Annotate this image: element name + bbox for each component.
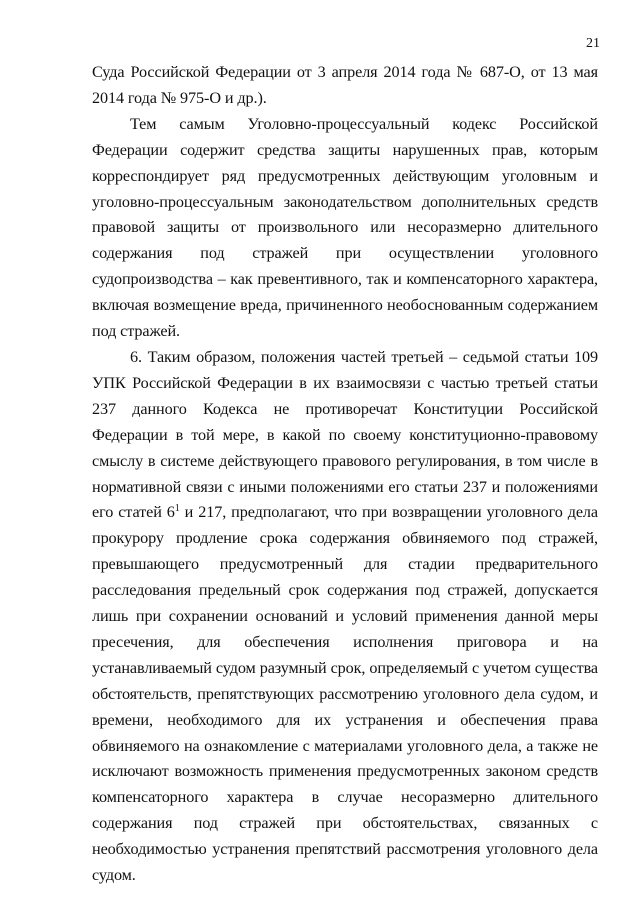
document-body (92, 60, 598, 889)
conclusion-text-part-2: и 217, предполагают, что при возвращении уголовного дела прокурору продление срока содержания обвиняемого под стражей, превышающего предусмотренный для стадии предварительного расследования предельный срок содержания под стражей, допускается лишь при сохранении оснований и условий применения данной меры пресечения, для обеспечения исполнения приговора и на устанавливаемый судом разумный срок, определяемый с учетом существа обстоятельств, препятствующих рассмотрению уголовного дела судом, и времени, необходимого для их устранения и обеспечения права обвиняемого на ознакомление с материалами уголовного дела, а также не исключают возможность применения предусмотренных законом средств компенсаторного характера в случае несоразмерно длительного содержания под стражей при обстоятельствах, связанных с необходимостью устранения препятствий рассмотрения уголовного дела судом. (92, 503, 598, 885)
article-superscript: 1 (174, 503, 180, 515)
conclusion-text-part-1: 6. Таким образом, положения частей третьей – седьмой статьи 109 УПК Российской Федерации в их взаимосвязи с частью третьей статьи 237 данного Кодекса не противоречат Конституции Российской Федерации в той мере, в какой по своему конституционно-правовому смыслу в системе действующего правового регулирования, в том числе в нормативной связи с иными положениями его статьи 237 и положениями его статей 6 (92, 347, 598, 522)
paragraph-summary: Тем самым Уголовно-процессуальный кодекс Российской Федерации содержит средства защиты нарушенных прав, которым корреспондирует ряд предусмотренных действующим уголовным и уголовно-процессуальным законодательством дополнительных средств правовой защиты от произвольного или несоразмерно длительного содержания под стражей при осуществлении уголовного судопроизводства – как превентивного, так и компенсаторного характера, включая возмещение вреда, причиненного необоснованным содержанием под стражей. (92, 114, 598, 341)
page-number: 21 (586, 36, 600, 51)
paragraph-conclusion-6 (92, 345, 598, 889)
paragraph-continuation: Суда Российской Федерации от 3 апреля 2014 года № 687-О, от 13 мая 2014 года № 975-О и др.). (92, 63, 598, 107)
